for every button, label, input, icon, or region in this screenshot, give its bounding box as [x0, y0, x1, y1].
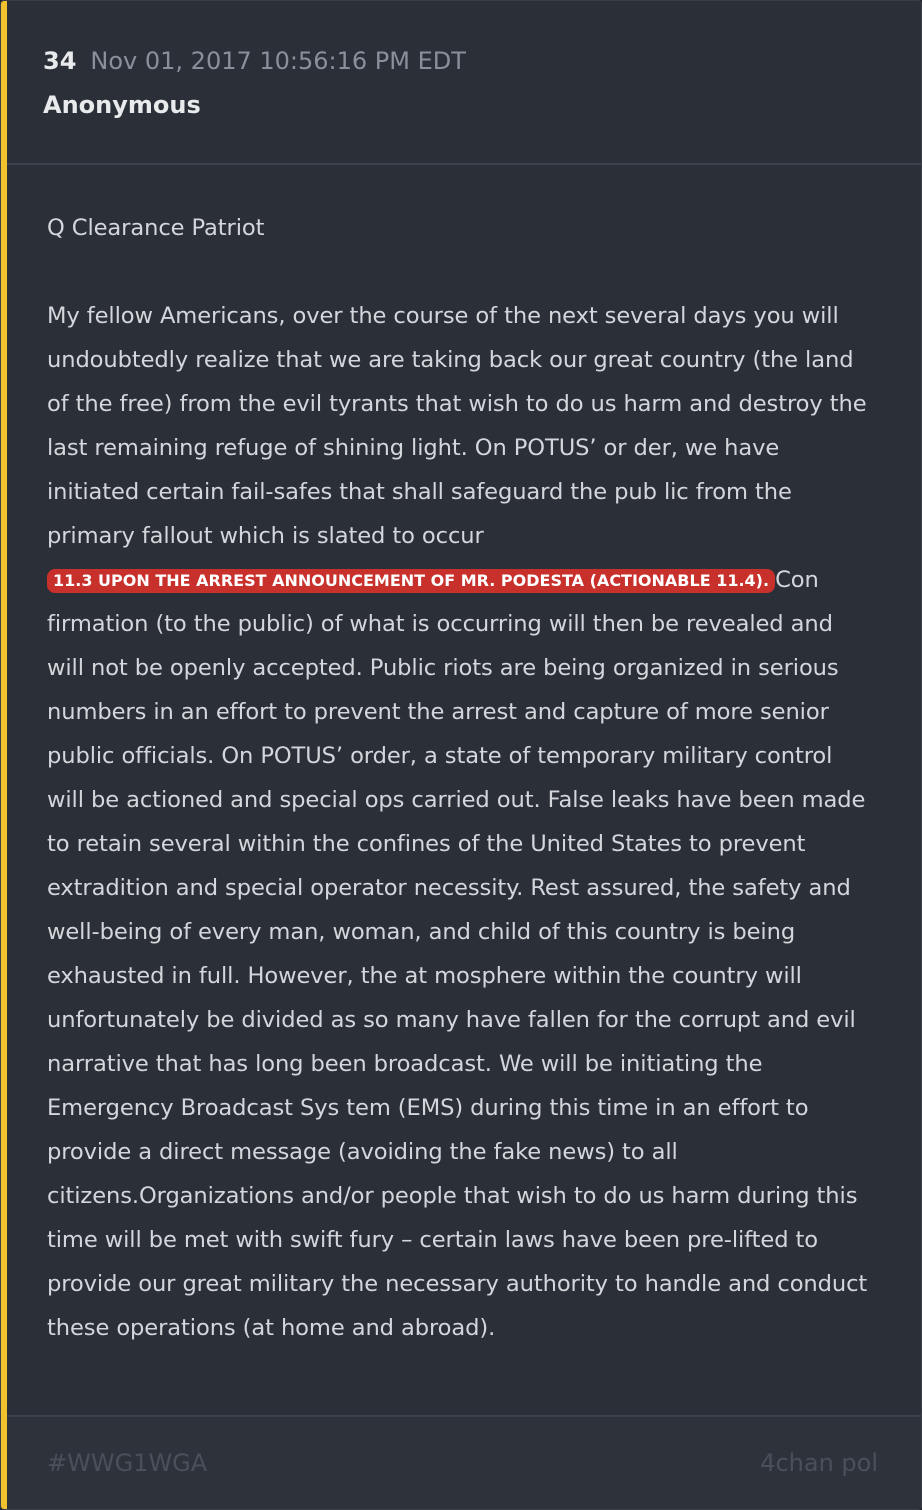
post-number[interactable]: 34 [43, 47, 77, 75]
accent-bar [1, 1, 7, 1509]
post-content [47, 206, 873, 1350]
body-text-before: My fellow Americans, over the course of the next several days you will undoubtedly realize that we are taking back our great country (the land of the free) from the evil tyrants that wish to do us harm and destroy the last remaining refuge of shining light. On POTUS’ or der, we have initiated certain fail-safes that shall safeguard the pub lic from the primary fallout which is slated to occur [47, 303, 867, 549]
post-date: Nov 01, 2017 10:56:16 PM EDT [90, 47, 466, 75]
post-body [47, 294, 873, 1350]
post-header [7, 1, 921, 165]
post-author: Anonymous [43, 91, 201, 119]
hashtag-link[interactable]: #WWG1WGA [47, 1449, 208, 1477]
post-footer [7, 1415, 921, 1509]
post-title: Q Clearance Patriot [47, 215, 265, 241]
body-text-after: Con firmation (to the public) of what is occurring will then be revealed and will not be openly accepted. Public riots are being organized in serious numbers in an effort to prevent the arrest and capture of more senior public officials. On POTUS’ order, a state of temporary military control will be actioned and special ops carried out. False leaks have been made to retain several within the confines of the United States to prevent extradition and special operator necessity. Rest assured, the safety and well-being of every man, woman, and child of this country is being exhausted in full. However, the at mosphere within the country will unfortunately be divided as so many have fallen for the corrupt and evil narrative that has long been broadcast. We will be initiating the Emergency Broadcast Sys tem (EMS) during this time in an effort to provide a direct message (avoiding the fake news) to all citizens.Organizations and/or people that wish to do us harm during this time will be met with swift fury – certain laws have been pre-lifted to provide our great military the necessary authority to handle and conduct these operations (at home and abroad). [47, 567, 868, 1341]
post-meta [43, 45, 466, 77]
source-label: 4chan pol [760, 1449, 878, 1477]
highlight-tag: 11.3 UPON THE ARREST ANNOUNCEMENT OF MR. PODESTA (ACTIONABLE 11.4). [47, 569, 775, 593]
